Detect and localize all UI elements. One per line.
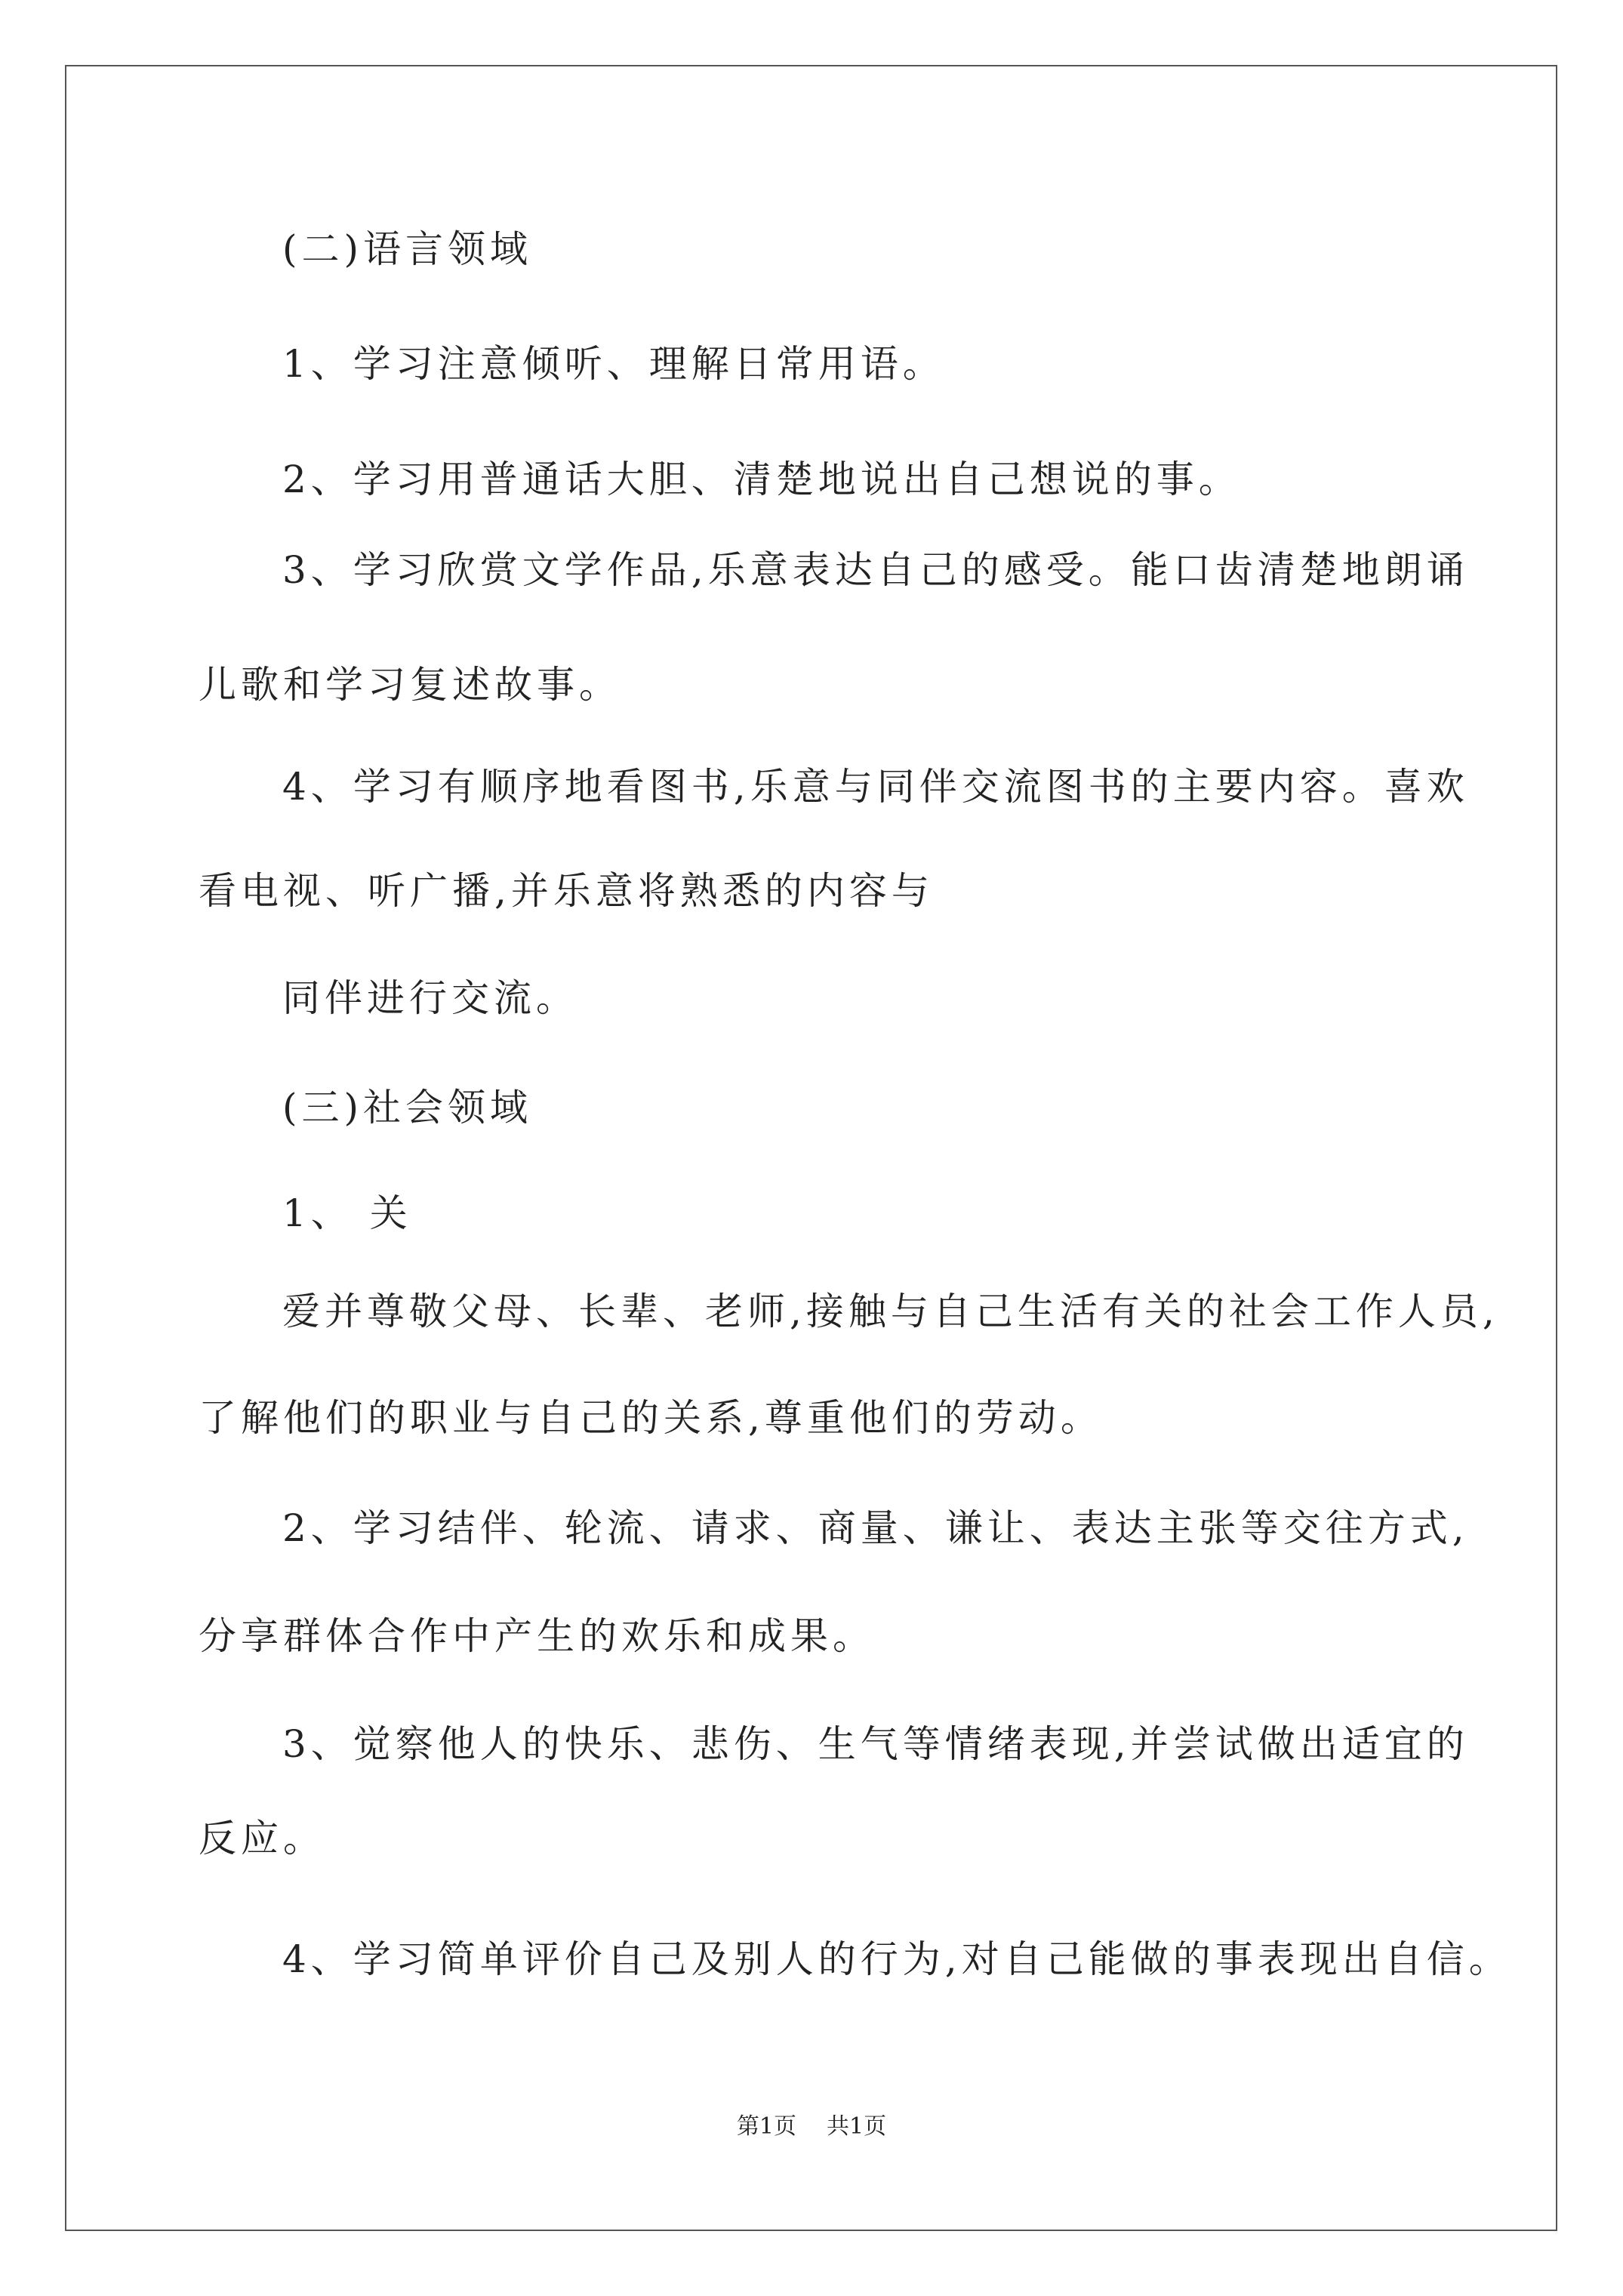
page-footer: [0, 2112, 1623, 2142]
paragraph-line: 儿歌和学习复述故事。: [199, 663, 621, 707]
paragraph-line: 反应。: [199, 1817, 325, 1860]
paragraph-line: 3、觉察他人的快乐、悲伤、生气等情绪表现,并尝试做出适宜的: [282, 1722, 1469, 1766]
paragraph-line: 3、学习欣赏文学作品,乐意表达自己的感受。能口齿清楚地朗诵: [282, 548, 1469, 592]
paragraph-line: 4、学习有顺序地看图书,乐意与同伴交流图书的主要内容。喜欢: [282, 765, 1469, 809]
page-number: 第1页: [736, 2113, 796, 2140]
section-heading-social: (三)社会领域: [282, 1086, 533, 1130]
paragraph-line: 分享群体合作中产生的欢乐和成果。: [199, 1614, 875, 1658]
section-heading-language: (二)语言领域: [282, 227, 533, 271]
paragraph-line: 1、 关: [282, 1191, 412, 1235]
paragraph-line: 同伴进行交流。: [282, 976, 578, 1020]
paragraph-line: 2、学习结伴、轮流、请求、商量、谦让、表达主张等交往方式,: [282, 1506, 1469, 1550]
paragraph-line: 4、学习简单评价自己及别人的行为,对自己能做的事表现出自信。: [282, 1937, 1511, 1981]
page-border: [65, 65, 1557, 2231]
paragraph-line: 1、学习注意倾听、理解日常用语。: [282, 342, 945, 386]
paragraph-line: 2、学习用普通话大胆、清楚地说出自己想说的事。: [282, 458, 1241, 501]
paragraph-line: 看电视、听广播,并乐意将熟悉的内容与: [199, 869, 934, 913]
paragraph-line: 爱并尊敬父母、长辈、老师,接触与自己生活有关的社会工作人员,: [282, 1290, 1499, 1333]
paragraph-line: 了解他们的职业与自己的关系,尊重他们的劳动。: [199, 1396, 1103, 1440]
page-total: 共1页: [827, 2113, 887, 2140]
